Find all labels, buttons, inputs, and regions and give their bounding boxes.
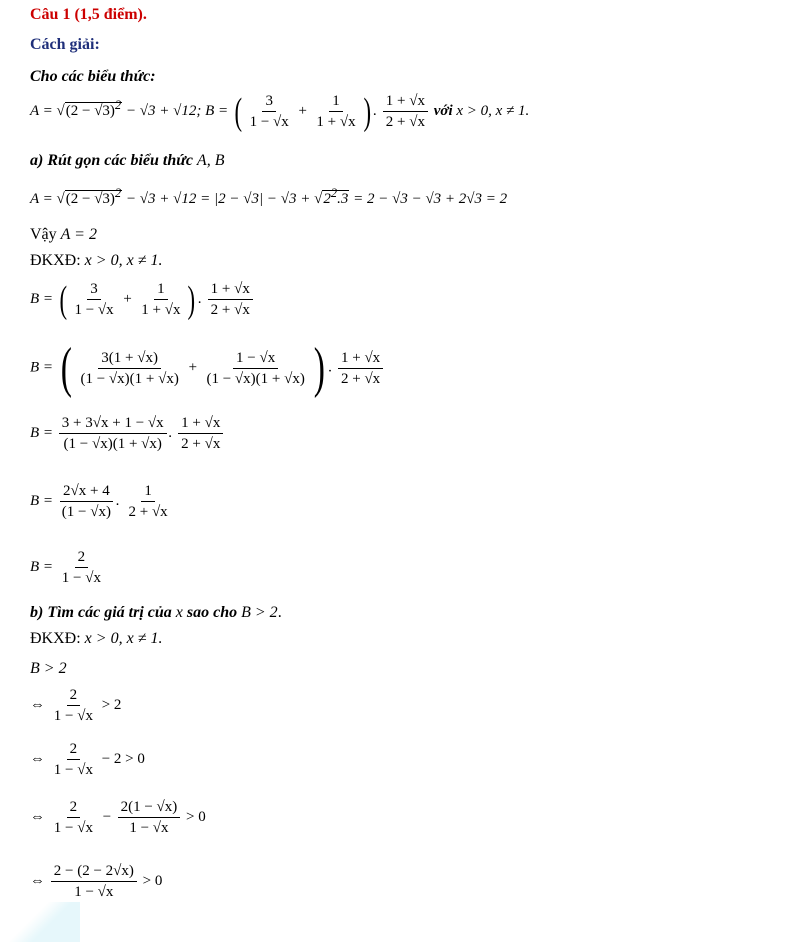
intro-text: Cho các biểu thức:: [30, 68, 156, 85]
b-result: B = $\frac{2}{1 - √x}$: [30, 549, 101, 586]
part-a-title: a) Rút gọn các biểu thức: [30, 152, 193, 169]
ineq-step-3: ⇔ $\frac{2}{1 - √x}$ − $\frac{2(1 - √x)}{1 - √x}$ > 0: [30, 799, 206, 836]
conclusion-label: Vậy: [30, 226, 57, 243]
ineq-step-2: ⇔ $\frac{2}{1 - √x}$ − 2 > 0: [30, 741, 145, 778]
b-step-2: B = ( $\frac{3(1 + √x)}{(1 - √x)(1 + √x)}$ + $\frac{1 - √x}{(1 - √x)(1 + √x)}$ ) . $\frac{1 + √x}{2 + √x}$: [30, 340, 385, 396]
part-b-tail: sao cho: [186, 604, 238, 621]
part-b-heading: b) Tìm các giá trị của x sao cho B > 2.: [30, 604, 282, 621]
ineq-step-1: ⇔ $\frac{2}{1 - √x}$ > 2: [30, 687, 122, 724]
equiv-icon: ⇔: [30, 696, 45, 713]
dkxd-label: ĐKXĐ:: [30, 252, 81, 269]
equiv-icon: ⇔: [30, 808, 45, 825]
b-step-3: B = $\frac{3 + 3√x + 1 - √x}{(1 - √x)(1 + √x)}$ . $\frac{1 + √x}{2 + √x}$: [30, 414, 225, 453]
b-gt-2: [30, 660, 67, 678]
dkxd-label-2: ĐKXĐ:: [30, 630, 81, 647]
a-simplification: $A = √(2 - √3)^2 - √3 + √12 = |2 - √3| - √3 + √2^2.3 = 2 - √3 - √3 + 2√3 = 2$: [30, 186, 508, 207]
condition-value: x > 0, x ≠ 1.: [456, 102, 530, 119]
dkxd-line-1: [30, 252, 162, 270]
b-step-1: B = ( $\frac{3}{1 - √x}$ + $\frac{1}{1 + √x}$ ) . $\frac{1 + √x}{2 + √x}$: [30, 280, 255, 319]
condition-label: với: [433, 102, 453, 119]
ineq-step-4: ⇔ $\frac{2 - (2 - 2√x)}{1 - √x}$ > 0: [30, 863, 163, 900]
equiv-icon: ⇔: [30, 750, 45, 767]
dkxd-line-2: [30, 630, 162, 648]
b-gt-2-text: B > 2: [30, 660, 67, 677]
part-b-var: x: [175, 604, 183, 621]
conclusion: [30, 226, 97, 244]
part-b-cond: B > 2: [241, 604, 278, 621]
part-a-vars: A, B: [196, 152, 225, 169]
question-title: Câu 1 (1,5 điểm).: [30, 6, 147, 23]
dkxd-value-2: x > 0, x ≠ 1.: [84, 630, 163, 647]
conclusion-value: A = 2: [60, 226, 97, 243]
page-corner-decoration: [0, 902, 80, 942]
part-b-title: b) Tìm các giá trị của: [30, 604, 172, 621]
equiv-icon: ⇔: [30, 872, 45, 889]
method-title: Cách giải:: [30, 36, 100, 53]
b-step-4: B = $\frac{2√x + 4}{(1 - √x)}$ . $\frac{1}{2 + √x}$: [30, 483, 168, 520]
dkxd-value: x > 0, x ≠ 1.: [84, 252, 163, 269]
part-a-heading: [30, 152, 224, 170]
given-expressions: $A = √(2 - √3)^2 - √3 + √12$; B = ( $\frac{3}{1 - √x}$ + $\frac{1}{1 + √x}$ ) . $\frac{1 + √x}{2 + √x}$ với x > 0, x ≠ 1.: [30, 90, 530, 133]
